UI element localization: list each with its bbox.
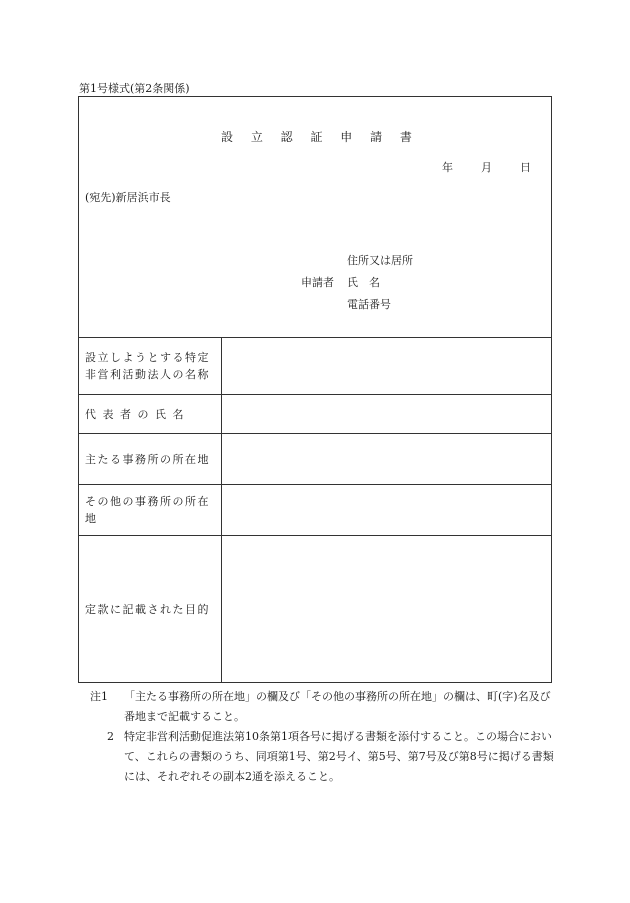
row-label: 主たる事務所の所在地: [79, 434, 222, 484]
row-label: 定款に記載された目的: [79, 536, 222, 682]
row-value-field[interactable]: [222, 485, 551, 535]
row-value-field[interactable]: [222, 536, 551, 682]
form-title: 設 立 認 証 申 請 書: [221, 130, 419, 144]
note-item: [90, 687, 554, 727]
form-row-corporation-name: [79, 338, 551, 395]
note-number: 2: [107, 730, 114, 743]
form-row-purpose: [79, 536, 551, 682]
row-value-field[interactable]: [222, 434, 551, 484]
form-rows: [79, 338, 551, 682]
form-row-representative: [79, 395, 551, 434]
notes: [90, 687, 554, 787]
form-number: 第1号様式(第2条関係): [79, 82, 190, 95]
month-label: 月: [481, 161, 492, 174]
note-text: 「主たる事務所の所在地」の欄及び「その他の事務所の所在地」の欄は、町(字)名及び番地まで記載すること。: [124, 690, 551, 723]
form-header: [79, 97, 551, 338]
row-value-field[interactable]: [222, 338, 551, 394]
address-label: 住所又は居所: [347, 254, 413, 267]
applicant-role: 申請者: [301, 276, 334, 289]
row-label: 設立しようとする特定非営利活動法人の名称: [79, 338, 222, 394]
form-row-main-office: [79, 434, 551, 485]
row-label: その他の事務所の所在地: [79, 485, 222, 535]
phone-label: 電話番号: [347, 298, 391, 311]
name-label: 氏 名: [347, 276, 380, 289]
row-value-field[interactable]: [222, 395, 551, 433]
note-item: [90, 727, 554, 787]
date-row: [442, 159, 531, 175]
day-label: 日: [520, 161, 531, 174]
applicant-block: [301, 249, 413, 315]
note-number: 注1: [90, 690, 108, 703]
addressee: (宛先)新居浜市長: [85, 191, 171, 204]
year-label: 年: [442, 161, 453, 174]
form-row-other-office: [79, 485, 551, 536]
note-text: 特定非営利活動促進法第10条第1項各号に掲げる書類を添付すること。この場合において、これらの書類のうち、同項第1号、第2号イ、第5号、第7号及び第8号に掲げる書類には、それぞれその副本2通を添えること。: [124, 730, 554, 783]
application-form: [78, 96, 552, 683]
row-label: 代 表 者 の 氏 名: [79, 395, 222, 433]
